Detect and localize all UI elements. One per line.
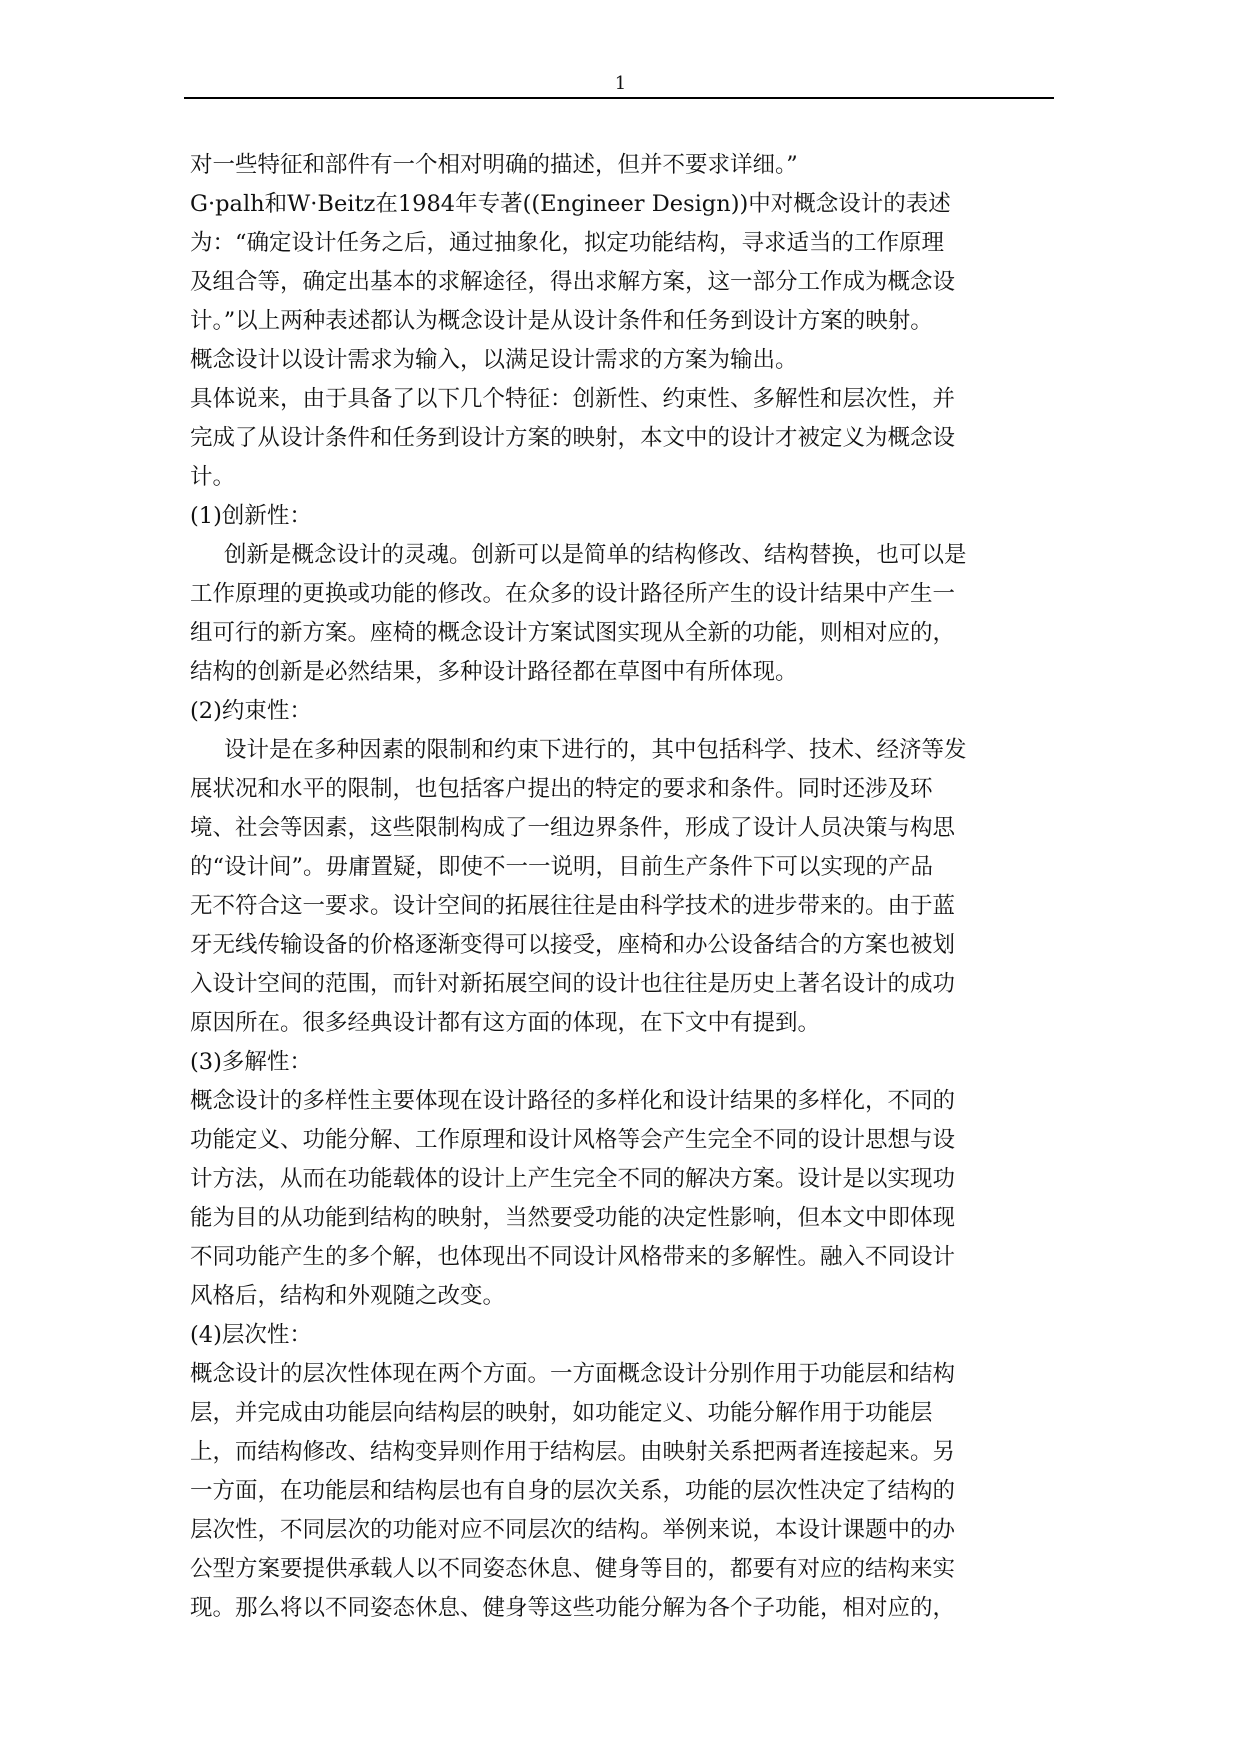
text-line: 及组合等，确定出基本的求解途径，得出求解方案，这一部分工作成为概念设 <box>190 269 956 295</box>
text-line: 不同功能产生的多个解，也体现出不同设计风格带来的多解性。融入不同设计 <box>190 1244 956 1270</box>
text-line: 结构的创新是必然结果，多种设计路径都在草图中有所体现。 <box>190 659 798 685</box>
text-line: 设计是在多种因素的限制和约束下进行的，其中包括科学、技术、经济等发 <box>224 737 967 763</box>
text-line: 牙无线传输设备的价格逐渐变得可以接受，座椅和办公设备结合的方案也被划 <box>190 932 956 958</box>
text-line: G·palh和W·Beitz在1984年专著((Engineer Design))中对概念设计的表述 <box>190 191 951 217</box>
text-line: 概念设计的层次性体现在两个方面。一方面概念设计分别作用于功能层和结构 <box>190 1361 956 1387</box>
text-line: 层，并完成由功能层向结构层的映射，如功能定义、功能分解作用于功能层 <box>190 1400 933 1426</box>
text-line: 具体说来，由于具备了以下几个特征：创新性、约束性、多解性和层次性，并 <box>190 386 956 412</box>
text-line: 的“设计间”。毋庸置疑，即使不一一说明，目前生产条件下可以实现的产品 <box>190 854 934 880</box>
text-line: 计。 <box>190 464 236 490</box>
text-line: (4)层次性： <box>190 1322 312 1348</box>
text-line: 计方法，从而在功能载体的设计上产生完全不同的解决方案。设计是以实现功 <box>190 1166 956 1192</box>
page-number: 1 <box>614 73 627 94</box>
text-line: 计。”以上两种表述都认为概念设计是从设计条件和任务到设计方案的映射。 <box>190 308 933 334</box>
text-line: 展状况和水平的限制，也包括客户提出的特定的要求和条件。同时还涉及环 <box>190 776 933 802</box>
text-line: (2)约束性： <box>190 698 312 724</box>
header-rule <box>184 97 1054 99</box>
text-line: 能为目的从功能到结构的映射，当然要受功能的决定性影响，但本文中即体现 <box>190 1205 956 1231</box>
text-line: 完成了从设计条件和任务到设计方案的映射，本文中的设计才被定义为概念设 <box>190 425 956 451</box>
text-line: 现。那么将以不同姿态休息、健身等这些功能分解为各个子功能，相对应的， <box>190 1595 956 1621</box>
text-line: 原因所在。很多经典设计都有这方面的体现，在下文中有提到。 <box>190 1010 821 1036</box>
text-line: 对一些特征和部件有一个相对明确的描述，但并不要求详细。” <box>190 152 798 178</box>
text-line: 组可行的新方案。座椅的概念设计方案试图实现从全新的功能，则相对应的， <box>190 620 956 646</box>
text-line: 功能定义、功能分解、工作原理和设计风格等会产生完全不同的设计思想与设 <box>190 1127 956 1153</box>
text-line: (1)创新性： <box>190 503 312 529</box>
text-line: 层次性，不同层次的功能对应不同层次的结构。举例来说，本设计课题中的办 <box>190 1517 956 1543</box>
text-line: 公型方案要提供承载人以不同姿态休息、健身等目的，都要有对应的结构来实 <box>190 1556 956 1582</box>
text-line: 创新是概念设计的灵魂。创新可以是简单的结构修改、结构替换，也可以是 <box>224 542 967 568</box>
text-line: 无不符合这一要求。设计空间的拓展往往是由科学技术的进步带来的。由于蓝 <box>190 893 956 919</box>
text-line: 上，而结构修改、结构变异则作用于结构层。由映射关系把两者连接起来。另 <box>190 1439 956 1465</box>
text-line: 工作原理的更换或功能的修改。在众多的设计路径所产生的设计结果中产生一 <box>190 581 956 607</box>
text-line: 为：“确定设计任务之后，通过抽象化，拟定功能结构，寻求适当的工作原理 <box>190 230 945 256</box>
document-body <box>190 146 1052 1628</box>
text-line: (3)多解性： <box>190 1049 312 1075</box>
text-line: 风格后，结构和外观随之改变。 <box>190 1283 506 1309</box>
text-line: 入设计空间的范围，而针对新拓展空间的设计也往往是历史上著名设计的成功 <box>190 971 956 997</box>
text-line: 概念设计以设计需求为输入，以满足设计需求的方案为输出。 <box>190 347 798 373</box>
text-line: 境、社会等因素，这些限制构成了一组边界条件，形成了设计人员决策与构思 <box>190 815 956 841</box>
text-line: 概念设计的多样性主要体现在设计路径的多样化和设计结果的多样化，不同的 <box>190 1088 956 1114</box>
text-line: 一方面，在功能层和结构层也有自身的层次关系，功能的层次性决定了结构的 <box>190 1478 956 1504</box>
